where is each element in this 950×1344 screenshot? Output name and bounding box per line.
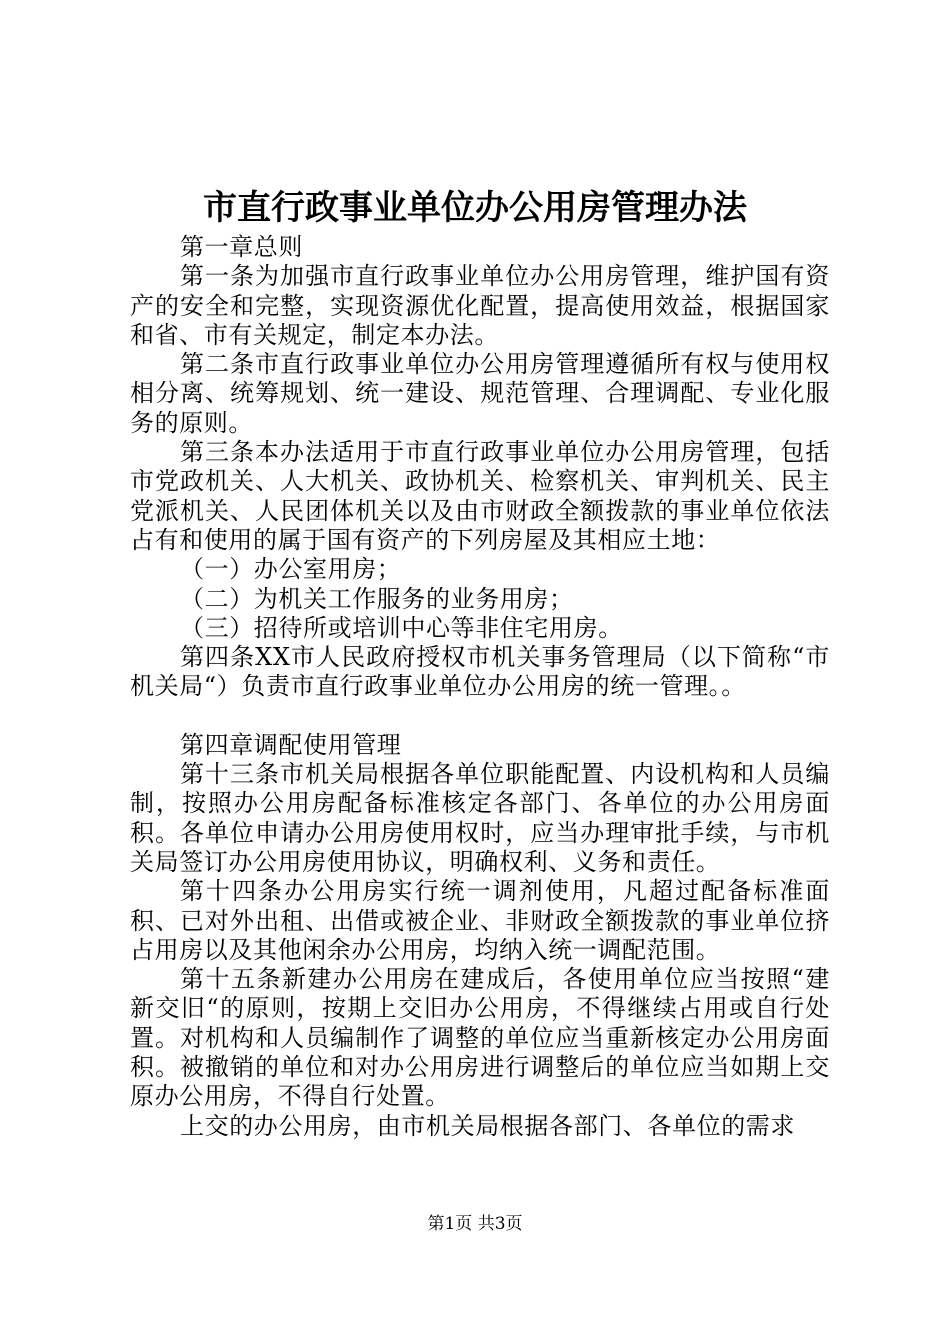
- article-14: 第十四条办公用房实行统一调剂使用，凡超过配备标准面积、已对外出租、出借或被企业、非财政全额拨款的事业单位挤占用房以及其他闲余办公用房，均纳入统一调配范围。: [130, 877, 830, 964]
- article-15: 第十五条新建办公用房在建成后，各使用单位应当按照“建新交旧“的原则，按期上交旧办公用房，不得继续占用或自行处置。对机构和人员编制作了调整的单位应当重新核定办公用房面积。被撤销的单位和对办公用房进行调整后的单位应当如期上交原办公用房，不得自行处置。: [130, 965, 830, 1111]
- article-2: 第二条市直行政事业单位办公用房管理遵循所有权与使用权相分离、统筹规划、统一建设、规范管理、合理调配、专业化服务的原则。: [130, 350, 830, 437]
- article-15-continuation: 上交的办公用房，由市机关局根据各部门、各单位的需求: [180, 1111, 795, 1140]
- article-13: 第十三条市机关局根据各单位职能配置、内设机构和人员编制，按照办公用房配备标准核定各部门、各单位的办公用房面积。各单位申请办公用房使用权时，应当办理审批手续，与市机关局签订办公用房使用协议，明确权利、义务和责任。: [130, 760, 830, 876]
- chapter-4-heading: 第四章调配使用管理: [180, 730, 402, 759]
- article-1: 第一条为加强市直行政事业单位办公用房管理，维护国有资产的安全和完整，实现资源优化配置，提高使用效益，根据国家和省、市有关规定，制定本办法。: [130, 262, 830, 349]
- article-3: 第三条本办法适用于市直行政事业单位办公用房管理，包括市党政机关、人大机关、政协机关、检察机关、审判机关、民主党派机关、人民团体机关以及由市财政全额拨款的事业单位依法占有和使用的属于国有资产的下列房屋及其相应土地：: [130, 438, 830, 554]
- chapter-1-heading: 第一章总则: [180, 233, 303, 261]
- paragraph-gap: [130, 702, 830, 731]
- article-3-item-3: （三）招待所或培训中心等非住宅用房。: [180, 613, 623, 642]
- document-title: 市直行政事业单位办公用房管理办法: [203, 188, 747, 228]
- article-4: 第四条XX市人民政府授权市机关事务管理局（以下简称“市机关局“）负责市直行政事业单位办公用房的统一管理。。: [130, 643, 830, 701]
- article-3-item-2: （二）为机关工作服务的业务用房；: [180, 584, 574, 613]
- document-body: [130, 233, 830, 1141]
- page-number-footer: 第1页 共3页: [427, 1214, 523, 1234]
- article-3-item-1: （一）办公室用房；: [180, 555, 402, 584]
